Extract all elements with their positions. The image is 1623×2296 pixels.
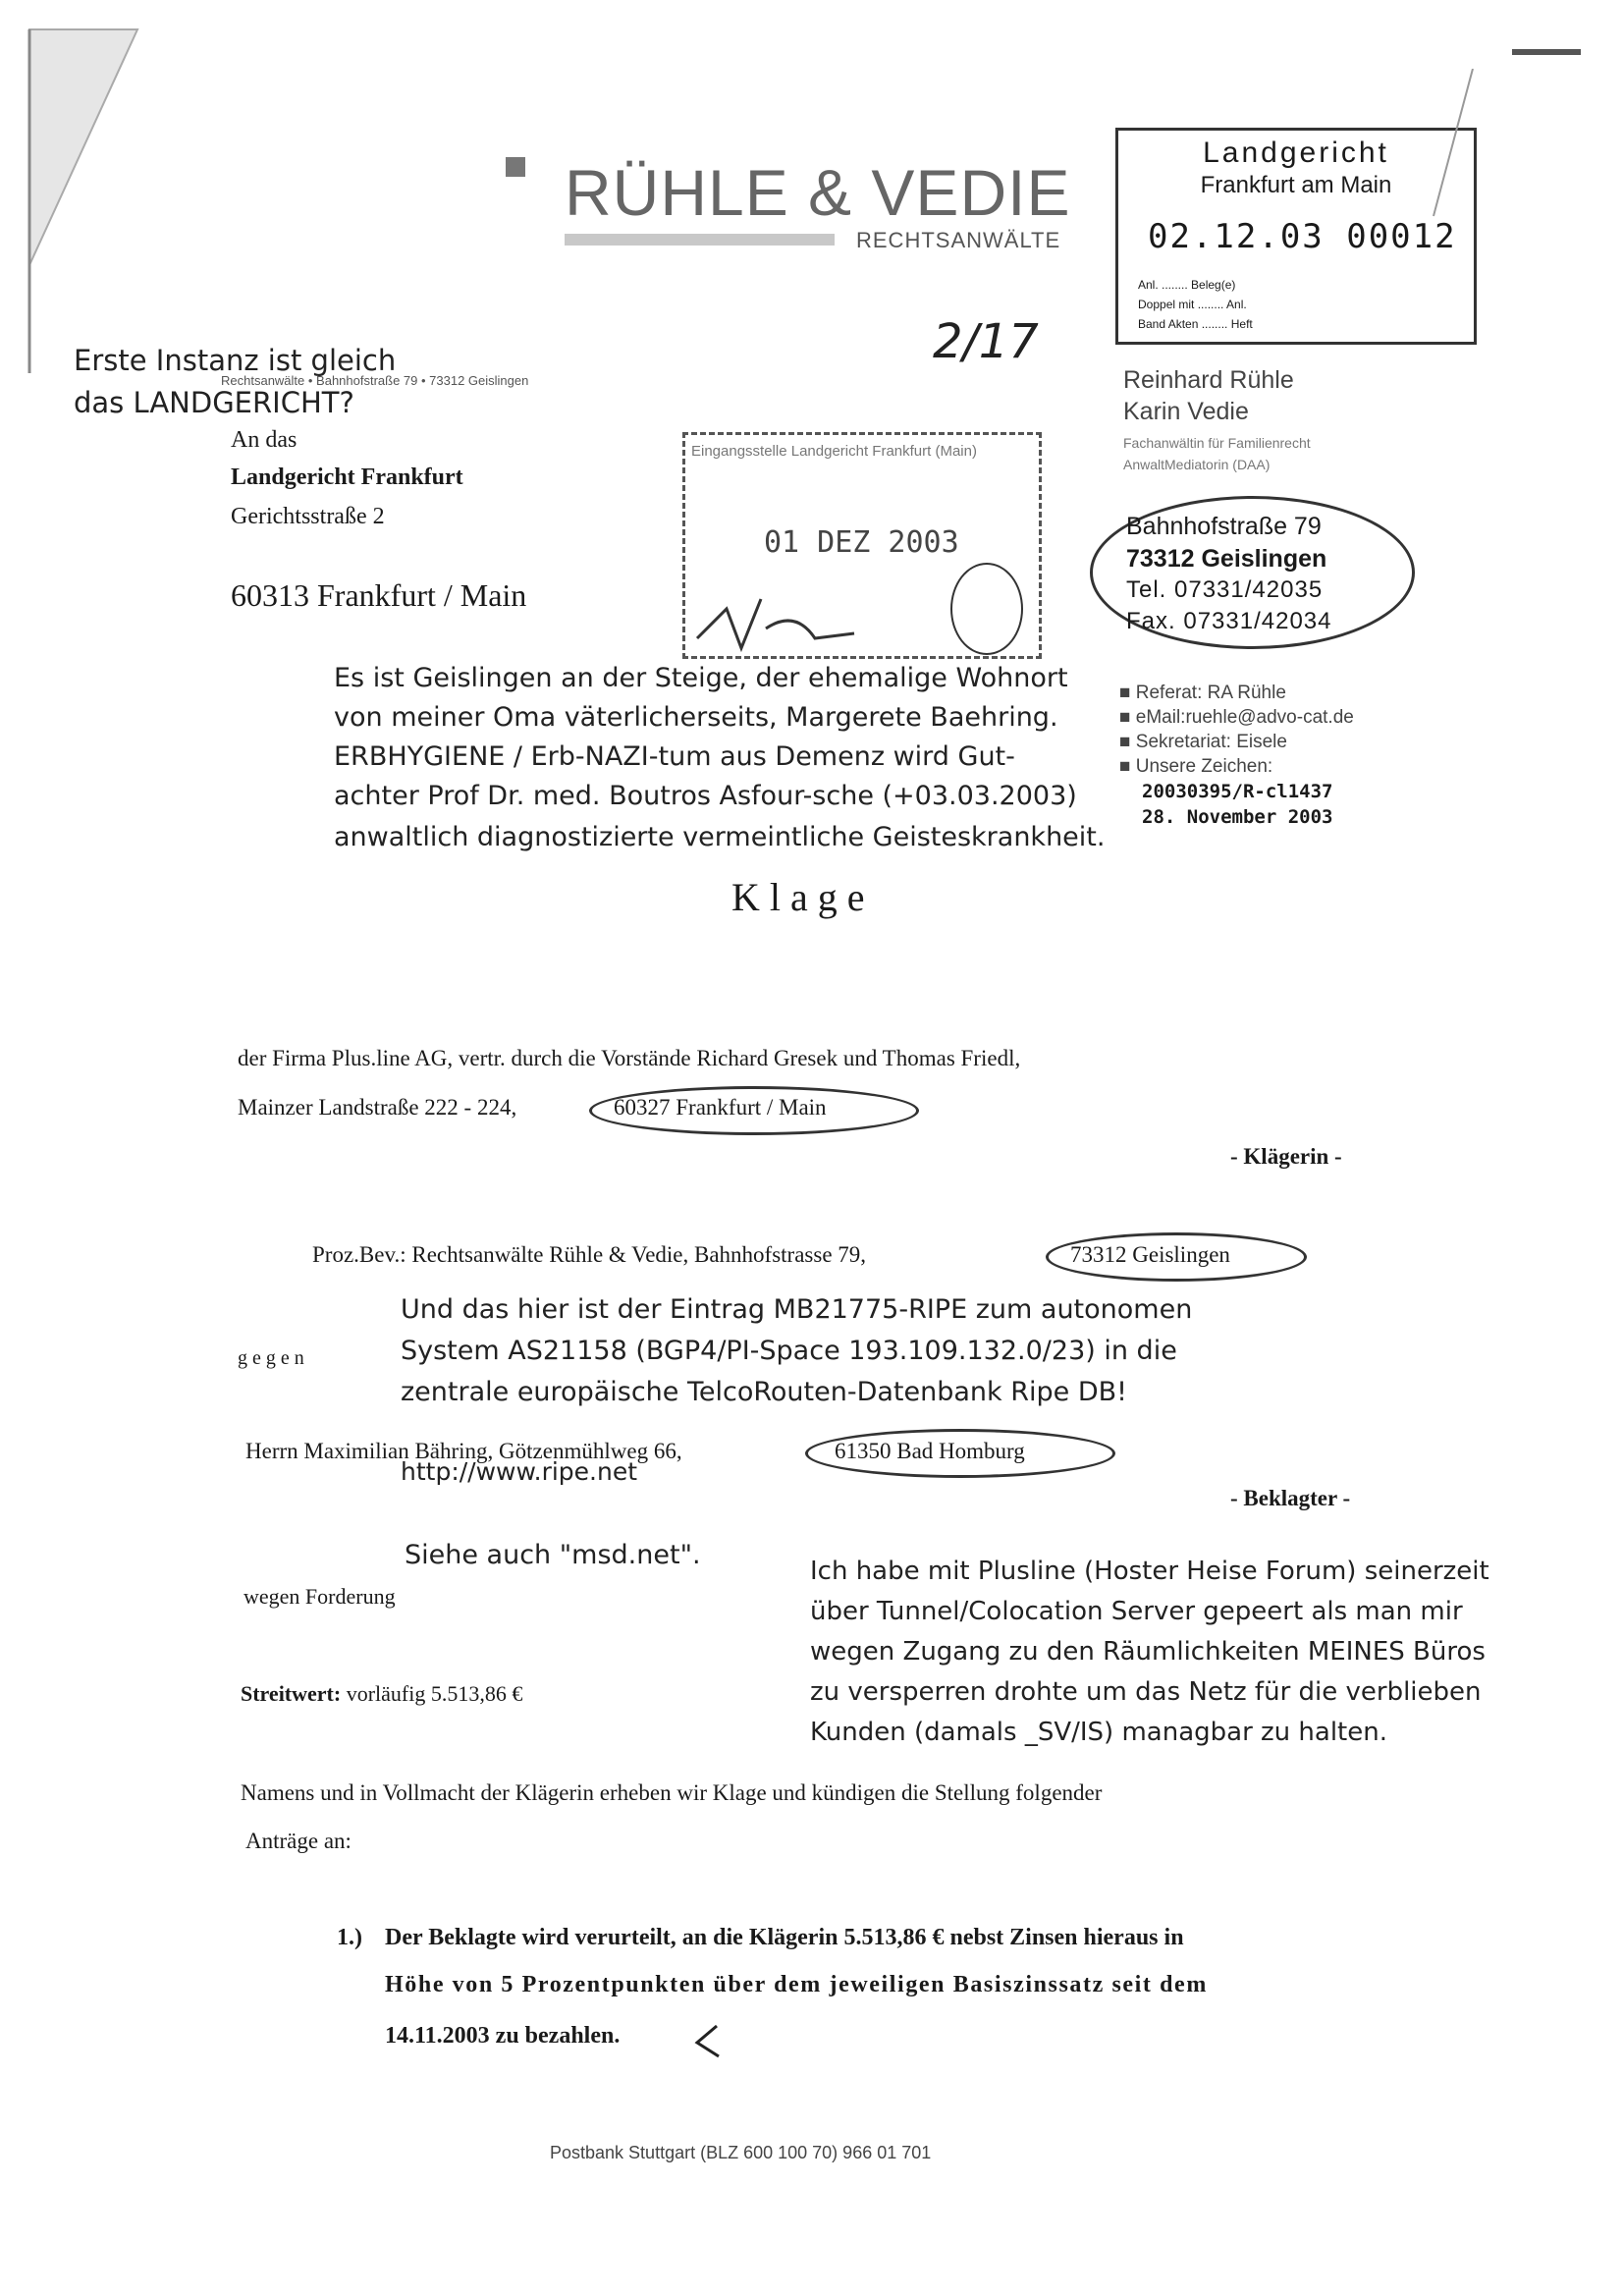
- plaintiff-line-2b: 60327 Frankfurt / Main: [614, 1095, 827, 1120]
- annotation-ripe-1: Und das hier ist der Eintrag MB21775-RIPE zum autonomen: [401, 1294, 1193, 1325]
- annotation-instanz-2: das LANDGERICHT?: [74, 386, 354, 419]
- streitwert-label: Streitwert:: [241, 1681, 342, 1706]
- antrag-check-mark: [687, 2021, 727, 2060]
- lawyer-tel: Tel. 07331/42035: [1126, 576, 1324, 603]
- annotation-geislingen-5: anwaltlich diagnostizierte vermeintliche Geisteskrankheit.: [334, 822, 1106, 852]
- gegen: g e g e n: [238, 1347, 304, 1369]
- lawyer-city: 73312 Geislingen: [1126, 545, 1327, 573]
- annotation-geislingen-3: ERBHYGIENE / Erb-NAZI-tum aus Demenz wird Gut-: [334, 741, 1015, 772]
- recipient-line-1: An das: [231, 427, 298, 453]
- info-sekretariat: ■ Sekretariat: Eisele: [1119, 732, 1287, 752]
- lawyer-street: Bahnhofstraße 79: [1126, 513, 1322, 540]
- annotation-plusline-2: über Tunnel/Colocation Server gepeert als man mir: [810, 1597, 1463, 1626]
- plaintiff-line-2a: Mainzer Landstraße 222 - 224,: [238, 1095, 517, 1120]
- letterhead-bar: [565, 234, 835, 246]
- info-referat-text: Referat: RA Rühle: [1135, 683, 1286, 703]
- namens-line-2: Anträge an:: [245, 1829, 352, 1853]
- lawyer-spec-2: AnwaltMediatorin (DAA): [1123, 457, 1271, 472]
- info-zeichen-label: ■ Unsere Zeichen:: [1119, 756, 1273, 777]
- stamp-number: 02.12.03 00012: [1148, 217, 1457, 256]
- footer-bank: Postbank Stuttgart (BLZ 600 100 70) 966 01 701: [550, 2143, 932, 2162]
- antrag-line-2: Höhe von 5 Prozentpunkten über dem jeweiligen Basiszinssatz seit dem: [385, 1972, 1208, 1997]
- annotation-geislingen-1: Es ist Geislingen an der Steige, der ehemalige Wohnort: [334, 663, 1068, 693]
- annotation-plusline-4: zu versperren drohte um das Netz für die verblieben: [810, 1677, 1482, 1707]
- annotation-geislingen-4: achter Prof Dr. med. Boutros Asfour-sche (+03.03.2003): [334, 781, 1077, 811]
- info-sekretariat-text: Sekretariat: Eisele: [1135, 732, 1287, 752]
- sender-line: Rechtsanwälte • Bahnhofstraße 79 • 73312 Geislingen: [221, 373, 529, 388]
- document-title: Klage: [731, 875, 875, 919]
- lawyer-name-1: Reinhard Rühle: [1123, 366, 1294, 394]
- info-zeichen-label-text: Unsere Zeichen:: [1135, 756, 1273, 777]
- namens-line-1: Namens und in Vollmacht der Klägerin erheben wir Klage und kündigen die Stellung folgender: [241, 1780, 1103, 1805]
- pencil-stroke-mark: [1414, 69, 1492, 226]
- streitwert-value: vorläufig 5.513,86 €: [346, 1681, 523, 1706]
- entry-stamp-oval: [950, 563, 1023, 655]
- lawyer-fax: Fax. 07331/42034: [1126, 608, 1332, 634]
- annotation-geislingen-2: von meiner Oma väterlicherseits, Margerete Baehring.: [334, 702, 1058, 733]
- stamp-row-3: Band Akten ........ Heft: [1138, 317, 1253, 331]
- defendant-a: Herrn Maximilian Bähring, Götzenmühlweg 66,: [245, 1439, 682, 1463]
- lawyer-spec-1: Fachanwältin für Familienrecht: [1123, 435, 1311, 451]
- annotation-ripe-2: System AS21158 (BGP4/PI-Space 193.109.132.0/23) in die: [401, 1336, 1177, 1366]
- page-mark: 2/17: [933, 314, 1039, 369]
- info-email-text: eMail:ruehle@advo-cat.de: [1135, 707, 1354, 728]
- scan-corner-mark: [0, 0, 255, 393]
- logo-square-icon: [506, 157, 525, 177]
- streitwert: [241, 1681, 522, 1707]
- plaintiff-role: - Klägerin -: [1230, 1144, 1342, 1169]
- plaintiff-line-1: der Firma Plus.line AG, vertr. durch die Vorstände Richard Gresek und Thomas Friedl,: [238, 1046, 1021, 1070]
- entry-stamp-top: Eingangsstelle Landgericht Frankfurt (Main): [691, 443, 977, 460]
- lawyer-name-2: Karin Vedie: [1123, 398, 1249, 425]
- defendant-b: 61350 Bad Homburg: [835, 1439, 1025, 1463]
- antrag-line-3: 14.11.2003 zu bezahlen.: [385, 2023, 621, 2049]
- proz-bev-b: 73312 Geislingen: [1070, 1242, 1230, 1267]
- annotation-plusline-1: Ich habe mit Plusline (Hoster Heise Forum) seinerzeit: [810, 1557, 1489, 1586]
- recipient-line-2: Landgericht Frankfurt: [231, 465, 463, 490]
- wegen-forderung: wegen Forderung: [243, 1584, 396, 1609]
- entry-stamp-date: 01 DEZ 2003: [764, 525, 959, 560]
- stamp-row-1: Anl. ........ Beleg(e): [1138, 278, 1236, 292]
- annotation-plusline-3: wegen Zugang zu den Räumlichkeiten MEINES Büros: [810, 1637, 1486, 1667]
- annotation-ripe-url: http://www.ripe.net: [401, 1457, 638, 1486]
- stamp-court: Landgericht: [1203, 137, 1389, 169]
- annotation-ripe-3: zentrale europäische TelcoRouten-Datenbank Ripe DB!: [401, 1377, 1127, 1407]
- scan-top-rule: [1512, 49, 1581, 55]
- info-email: ■ eMail:ruehle@advo-cat.de: [1119, 707, 1354, 728]
- info-date: 28. November 2003: [1142, 806, 1333, 828]
- info-zeichen: 20030395/R-cl1437: [1142, 781, 1333, 802]
- annotation-instanz-1: Erste Instanz ist gleich: [74, 344, 397, 377]
- recipient-line-4: 60313 Frankfurt / Main: [231, 577, 527, 613]
- recipient-line-3: Gerichtsstraße 2: [231, 504, 385, 529]
- firm-name: RÜHLE & VEDIE: [565, 156, 1071, 229]
- info-referat: ■ Referat: RA Rühle: [1119, 683, 1286, 703]
- stamp-city: Frankfurt am Main: [1200, 172, 1392, 198]
- firm-subtitle: RECHTSANWÄLTE: [856, 228, 1061, 252]
- proz-bev-a: Proz.Bev.: Rechtsanwälte Rühle & Vedie, Bahnhofstrasse 79,: [312, 1242, 867, 1267]
- signature-scribble: [687, 579, 884, 668]
- stamp-row-2: Doppel mit ........ Anl.: [1138, 298, 1247, 311]
- antrag-line-1: Der Beklagte wird verurteilt, an die Klägerin 5.513,86 € nebst Zinsen hieraus in: [385, 1925, 1184, 1950]
- defendant-role: - Beklagter -: [1230, 1486, 1351, 1510]
- annotation-msd: Siehe auch "msd.net".: [405, 1540, 701, 1570]
- annotation-plusline-5: Kunden (damals _SV/IS) managbar zu halten.: [810, 1718, 1387, 1747]
- antrag-number: 1.): [337, 1925, 362, 1950]
